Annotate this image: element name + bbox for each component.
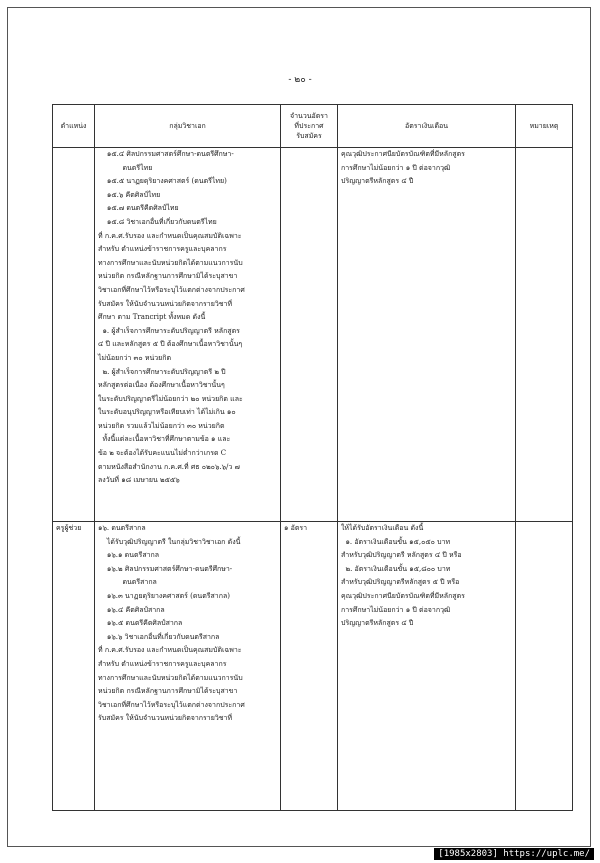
page-number: - ๒๐ - — [288, 75, 312, 85]
cell-subjects: ๑๖. ดนตรีสากล ได้รับวุฒิปริญญาตรี ในกลุ่มวิชาวิชาเอก ดังนี้ ๑๖.๑ ดนตรีสากล ๑๖.๒ ศิลปกรรมศาสตร์ศึกษา-ดนตรีศึกษา- ดนตรีสากล ๑๖.๓ นาฏยดุริยางคศาสตร์ (ดนตรีสากล) ๑๖.๔ คีตศิลป์สากล ๑๖.๕ ดนตรีคีตศิลป์สากล ๑๖.๖ วิชาเอกอื่นที่เกี่ยวกับดนตรีสากล ที่ ก.ค.ศ.รับรอง และกำหนดเป็นคุณสมบัติเฉพาะ สำหรับ ตำแหน่งข้าราชการครูและบุคลากร ทางการศึกษาและนับหน่วยกิตได้ตามแนวการนับ หน่วยกิต กรณีหลักฐานการศึกษามิได้ระบุสาขา วิชาเอกที่ศึกษาไว้หรือระบุไว้แตกต่างจากประกาศ รับสมัคร ให้นับจำนวนหน่วยกิตจากรายวิชาที่ — [95, 522, 281, 811]
cell-salary: คุณวุฒิประกาศนียบัตรบัณฑิตที่มีหลักสูตร การศึกษาไม่น้อยกว่า ๑ ปี ต่อจากวุฒิ ปริญญาตรีหลักสูตร ๔ ปี — [338, 148, 516, 522]
table-row — [53, 522, 573, 811]
cell-position: ครูผู้ช่วย — [53, 522, 95, 811]
table-row — [53, 148, 573, 522]
header-salary: อัตราเงินเดือน — [338, 105, 516, 148]
cell-vacancies — [281, 148, 338, 522]
watermark-label: [1985x2803] https://uplc.me/ — [434, 848, 594, 860]
cell-remarks — [516, 522, 573, 811]
table-header-row — [53, 105, 573, 148]
header-position: ตำแหน่ง — [53, 105, 95, 148]
cell-position — [53, 148, 95, 522]
cell-vacancies: ๑ อัตรา — [281, 522, 338, 811]
cell-remarks — [516, 148, 573, 522]
header-subject-group: กลุ่มวิชาเอก — [95, 105, 281, 148]
cell-salary: ให้ได้รับอัตราเงินเดือน ดังนี้ ๑. อัตราเงินเดือนขั้น ๑๕,๐๕๐ บาท สำหรับวุฒิปริญญาตรี หลักสูตร ๔ ปี หรือ ๒. อัตราเงินเดือนขั้น ๑๕,๘๐๐ บาท สำหรับวุฒิปริญญาตรีหลักสูตร ๕ ปี หรือ คุณวุฒิประกาศนียบัตรบัณฑิตที่มีหลักสูตร การศึกษาไม่น้อยกว่า ๑ ปี ต่อจากวุฒิ ปริญญาตรีหลักสูตร ๔ ปี — [338, 522, 516, 811]
cell-subjects: ๑๕.๔ ศิลปกรรมศาสตร์ศึกษา-ดนตรีศึกษา- ดนตรีไทย ๑๕.๕ นาฏยดุริยางคศาสตร์ (ดนตรีไทย) ๑๕.๖ คีตศิลป์ไทย ๑๕.๗ ดนตรีคีตศิลป์ไทย ๑๕.๘ วิชาเอกอื่นที่เกี่ยวกับดนตรีไทย ที่ ก.ค.ศ.รับรอง และกำหนดเป็นคุณสมบัติเฉพาะ สำหรับ ตำแหน่งข้าราชการครูและบุคลากร ทางการศึกษาและนับหน่วยกิตได้ตามแนวการนับ หน่วยกิต กรณีหลักฐานการศึกษามิได้ระบุสาขา วิชาเอกที่ศึกษาไว้หรือระบุไว้แตกต่างจากประกาศ รับสมัคร ให้นับจำนวนหน่วยกิตจากรายวิชาที่ ศึกษา ตาม Trancript ทั้งหมด ดังนี้ ๑. ผู้สำเร็จการศึกษาระดับปริญญาตรี หลักสูตร ๔ ปี และหลักสูตร ๕ ปี ต้องศึกษาเนื้อหาวิชานั้นๆ ไม่น้อยกว่า ๓๐ หน่วยกิต ๒. ผู้สำเร็จการศึกษาระดับปริญญาตรี ๒ ปี หลักสูตรต่อเนื่อง ต้องศึกษาเนื้อหาวิชานั้นๆ ในระดับปริญญาตรีไม่น้อยกว่า ๒๐ หน่วยกิต และ ในระดับอนุปริญญาหรือเทียบเท่า ได้ไม่เกิน ๑๐ หน่วยกิต รวมแล้วไม่น้อยกว่า ๓๐ หน่วยกิต ทั้งนี้แต่ละเนื้อหาวิชาที่ศึกษาตามข้อ ๑ และ ข้อ ๒ จะต้องได้รับคะแนนไม่ต่ำกว่าเกรด C ตามหนังสือสำนักงาน ก.ค.ศ.ที่ ศธ ๐๒๐๖.๖/ว ๗ ลงวันที่ ๑๘ เมษายน ๒๕๕๖ — [95, 148, 281, 522]
header-vacancies: จำนวนอัตรา ที่ประกาศ รับสมัคร — [281, 105, 338, 148]
position-table — [52, 104, 573, 811]
header-remarks: หมายเหตุ — [516, 105, 573, 148]
